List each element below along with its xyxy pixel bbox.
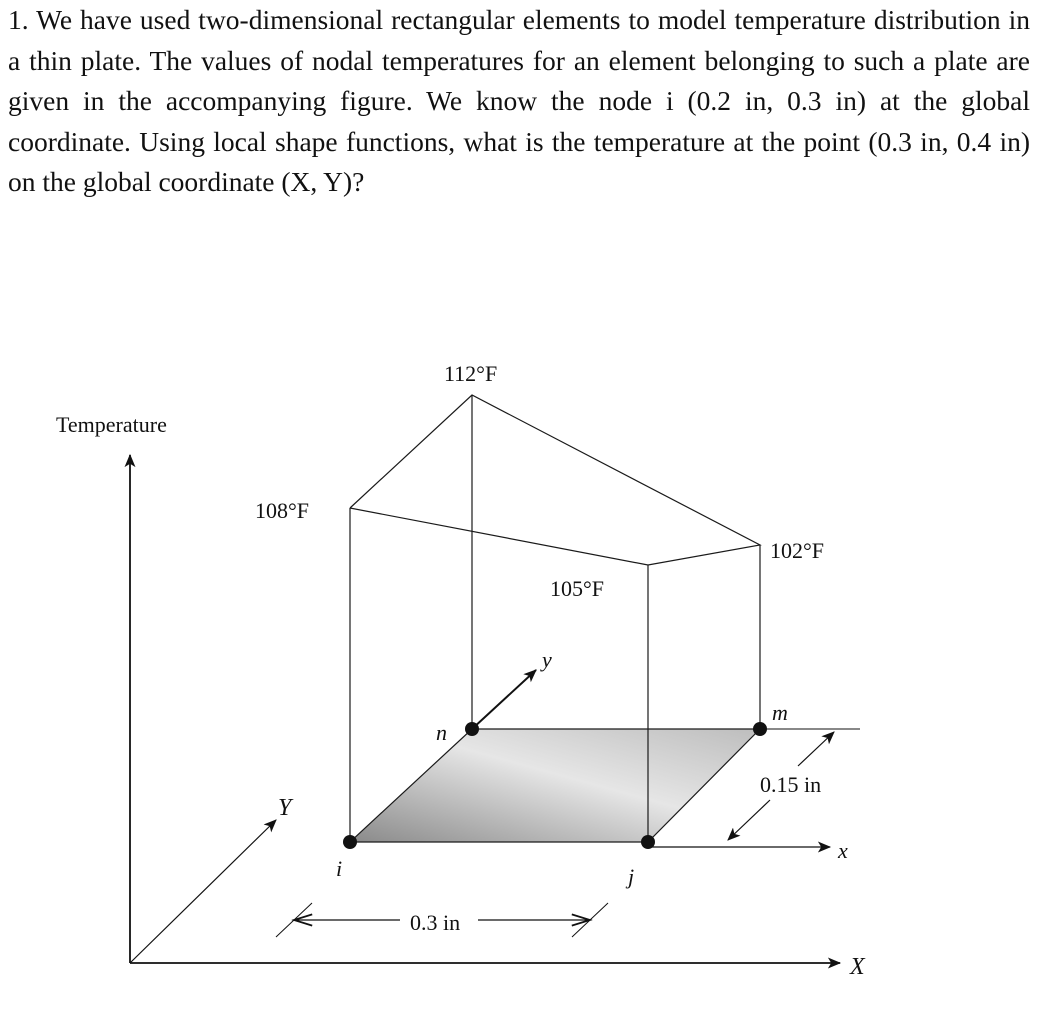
node-n: [465, 722, 479, 736]
dim-depth-arrow-up: [798, 732, 834, 766]
local-y-label: y: [542, 647, 552, 672]
node-i: [343, 835, 357, 849]
temp-n-label: 112°F: [444, 361, 498, 386]
global-x-label: X: [850, 954, 865, 980]
element-plate: [350, 729, 760, 842]
global-y-label: Y: [278, 795, 292, 821]
node-j-label: j: [628, 864, 635, 889]
temp-j-label: 105°F: [550, 576, 605, 601]
node-j: [641, 835, 655, 849]
global-y-axis: [130, 820, 276, 963]
temperature-surface: [350, 395, 760, 565]
local-y-axis: [472, 670, 536, 729]
dim-depth-label: 0.15 in: [760, 772, 822, 797]
dim-depth-arrow-down: [728, 800, 770, 840]
node-m: [753, 722, 767, 736]
dim-width-label: 0.3 in: [410, 910, 461, 935]
temp-m-label: 102°F: [770, 538, 825, 563]
node-m-label: m: [772, 700, 788, 725]
temperature-axis-label: Temperature: [56, 412, 167, 437]
temp-i-label: 108°F: [255, 498, 310, 523]
local-x-label: x: [838, 838, 848, 863]
node-n-label: n: [436, 720, 447, 745]
question-text: 1. We have used two-dimensional rectangular elements to model temperature distribution in a thin plate. The values of nodal temperatures for an element belonging to such a plate are given in the accompanying figure. We know the node i (0.2 in, 0.3 in) at the global coordinate. Using local shape functions, what is the temperature at the point (0.3 in, 0.4 in) on the global coordinate (X, Y)?: [8, 4, 1030, 198]
node-i-label: i: [336, 856, 343, 881]
